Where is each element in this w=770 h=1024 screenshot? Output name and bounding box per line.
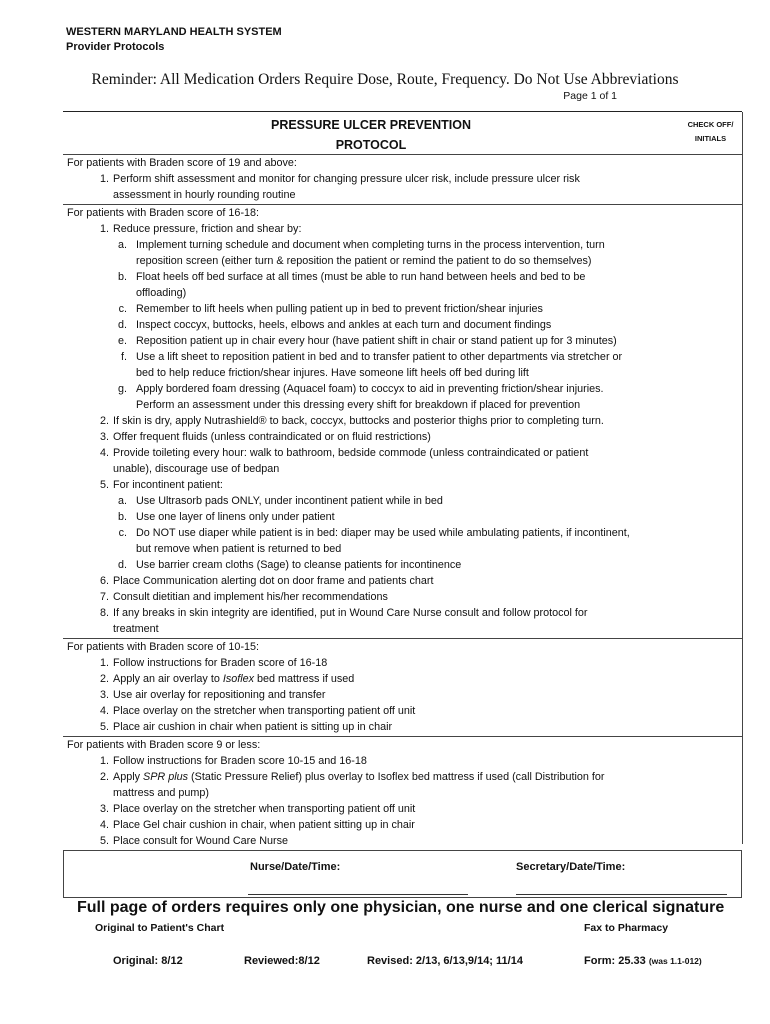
item-text-line: Follow instructions for Braden score 10-15 and 16-18	[113, 755, 367, 767]
item-number: 4.	[99, 819, 109, 831]
protocol-section	[63, 205, 742, 639]
item-number: 4.	[99, 705, 109, 717]
checkoff-header-line1: CHECK OFF/	[687, 120, 734, 129]
protocol-item	[63, 719, 673, 735]
item-text-line: Reduce pressure, friction and shear by:	[113, 223, 302, 235]
checkoff-header	[679, 118, 742, 146]
item-number: 5.	[99, 721, 109, 733]
section-heading: For patients with Braden score 9 or less:	[67, 739, 261, 751]
subitem-letter: e.	[117, 335, 127, 347]
protocol-item	[63, 817, 673, 833]
subitem-letter: g.	[117, 383, 127, 395]
subitem-text-line: Perform an assessment under this dressing every shift for breakdown if placed for prevention	[136, 399, 581, 411]
protocol-subitem	[63, 269, 674, 301]
item-text-line: unable), discourage use of bedpan	[113, 463, 280, 475]
item-text-line: Follow instructions for Braden score of 16-18	[113, 657, 328, 669]
section-heading: For patients with Braden score of 16-18:	[67, 207, 260, 219]
subitem-text-line: Float heels off bed surface at all times (must be able to run hand between heels and bed to be	[136, 271, 586, 283]
subitem-text-line: bed to help reduce friction/shear injures. Have someone lift heels off bed during lift	[136, 367, 529, 379]
protocol-item	[63, 171, 673, 203]
subitem-text-line: but remove when patient is returned to bed	[136, 543, 342, 555]
protocol-subitem	[63, 349, 674, 381]
original-date: Original: 8/12	[113, 955, 183, 967]
item-text-line: Offer frequent fluids (unless contraindicated or on fluid restrictions)	[113, 431, 431, 443]
page-number: Page 1 of 1	[563, 90, 617, 102]
item-text-line: Place Communication alerting dot on door frame and patients chart	[113, 575, 434, 587]
protocol-sections	[63, 155, 742, 850]
protocol-item	[63, 429, 673, 445]
item-text-line: Use air overlay for repositioning and transfer	[113, 689, 326, 701]
subitem-text-line: offloading)	[136, 287, 187, 299]
item-number: 5.	[99, 835, 109, 847]
protocol-section	[63, 737, 742, 850]
item-number: 8.	[99, 607, 109, 619]
item-number: 5.	[99, 479, 109, 491]
protocol-table	[63, 111, 742, 850]
form-previous-id: (was 1.1-012)	[648, 956, 702, 966]
secretary-signature-label: Secretary/Date/Time:	[516, 861, 626, 873]
protocol-title-line1: PRESSURE ULCER PREVENTION	[270, 118, 472, 132]
protocol-subitem	[63, 525, 674, 557]
subitem-letter: c.	[118, 303, 127, 315]
org-header	[66, 25, 282, 55]
item-number: 3.	[99, 689, 109, 701]
nurse-signature-label: Nurse/Date/Time:	[250, 861, 341, 873]
subitem-letter: c.	[118, 527, 127, 539]
protocol-subitem	[63, 237, 674, 269]
protocol-header	[63, 112, 742, 155]
item-text-line: Place Gel chair cushion in chair, when patient sitting up in chair	[113, 819, 415, 831]
full-page-note: Full page of orders requires only one physician, one nurse and one clerical signature	[77, 899, 725, 916]
reviewed-date: Reviewed:8/12	[244, 955, 320, 967]
subitem-text-line: Use barrier cream cloths (Sage) to cleanse patients for incontinence	[136, 559, 462, 571]
item-number: 7.	[99, 591, 109, 603]
protocol-item	[63, 687, 673, 703]
item-number: 2.	[99, 771, 109, 783]
protocol-title	[63, 115, 679, 155]
item-number: 6.	[99, 575, 109, 587]
item-text-line: Consult dietitian and implement his/her recommendations	[113, 591, 388, 603]
protocol-item	[63, 605, 673, 637]
protocol-subitem	[63, 301, 674, 317]
item-text-line: Perform shift assessment and monitor for changing pressure ulcer risk, include pressure ulcer risk	[113, 173, 580, 185]
subitem-text-line: reposition screen (either turn & reposition the patient or remind the patient to do so themselves)	[136, 255, 592, 267]
subitem-text-line: Use Ultrasorb pads ONLY, under incontinent patient while in bed	[136, 495, 443, 507]
reminder-text: Reminder: All Medication Orders Require Dose, Route, Frequency. Do Not Use Abbreviations	[91, 71, 679, 88]
subitem-text-line: Inspect coccyx, buttocks, heels, elbows and ankles at each turn and document findings	[136, 319, 552, 331]
protocol-subitem	[63, 317, 674, 333]
protocol-item	[63, 753, 673, 769]
item-text-line: If skin is dry, apply Nutrashield® to back, coccyx, buttocks and posterior thighs prior to completing turn.	[113, 415, 604, 427]
protocol-title-line2: PROTOCOL	[335, 138, 407, 152]
section-heading: For patients with Braden score of 10-15:	[67, 641, 260, 653]
checkoff-header-line2: INITIALS	[694, 134, 727, 143]
subitem-letter: b.	[117, 271, 127, 283]
protocol-item	[63, 573, 673, 589]
protocol-subitem	[63, 557, 674, 573]
revised-dates: Revised: 2/13, 6/13,9/14; 11/14	[367, 955, 523, 967]
item-text-line: Apply an air overlay to Isoflex bed mattress if used	[113, 673, 355, 685]
form-number	[584, 955, 702, 967]
subitem-letter: d.	[117, 559, 127, 571]
subitem-letter: b.	[117, 511, 127, 523]
protocol-item	[63, 703, 673, 719]
subitem-text-line: Remember to lift heels when pulling patient up in bed to prevent friction/shear injuries	[136, 303, 543, 315]
secretary-signature-line[interactable]	[516, 894, 727, 895]
section-heading: For patients with Braden score of 19 and above:	[67, 157, 297, 169]
protocol-subitem	[63, 493, 674, 509]
signature-box	[63, 850, 742, 898]
form-id: Form: 25.33	[584, 955, 646, 967]
protocol-item	[63, 445, 673, 477]
fax-to-pharmacy: Fax to Pharmacy	[584, 922, 669, 934]
protocol-subitem	[63, 381, 674, 413]
protocol-item	[63, 833, 673, 849]
subitem-letter: a.	[117, 495, 127, 507]
protocol-item	[63, 477, 673, 493]
protocol-item	[63, 655, 673, 671]
item-number: 1.	[99, 173, 109, 185]
protocol-section	[63, 155, 742, 205]
item-number: 3.	[99, 431, 109, 443]
item-number: 3.	[99, 803, 109, 815]
protocol-section	[63, 639, 742, 737]
subitem-text-line: Reposition patient up in chair every hour (have patient shift in chair or stand patient up for 3 minutes)	[136, 335, 617, 347]
protocol-item	[63, 589, 673, 605]
item-text-line: treatment	[113, 623, 159, 635]
item-text-line: Place overlay on the stretcher when transporting patient off unit	[113, 705, 416, 717]
item-number: 1.	[99, 657, 109, 669]
item-text-line: assessment in hourly rounding routine	[113, 189, 296, 201]
subitem-letter: d.	[117, 319, 127, 331]
item-number: 4.	[99, 447, 109, 459]
subitem-letter: a.	[117, 239, 127, 251]
protocol-item	[63, 769, 673, 801]
subitem-text-line: Use a lift sheet to reposition patient in bed and to transfer patient to other departments via stretcher or	[136, 351, 623, 363]
original-to-chart: Original to Patient's Chart	[95, 922, 225, 934]
protocol-item	[63, 801, 673, 817]
item-number: 2.	[99, 415, 109, 427]
subitem-text-line: Apply bordered foam dressing (Aquacel foam) to coccyx to aid in preventing friction/shear injuries.	[136, 383, 604, 395]
item-number: 2.	[99, 673, 109, 685]
subitem-text-line: Use one layer of linens only under patient	[136, 511, 335, 523]
protocol-item	[63, 221, 673, 237]
item-text-line: Place air cushion in chair when patient is sitting up in chair	[113, 721, 393, 733]
item-number: 1.	[99, 755, 109, 767]
item-text-line: Provide toileting every hour: walk to bathroom, bedside commode (unless contraindicated or patient	[113, 447, 589, 459]
item-text-line: Place consult for Wound Care Nurse	[113, 835, 289, 847]
org-name: WESTERN MARYLAND HEALTH SYSTEM	[66, 26, 282, 38]
item-text-line: For incontinent patient:	[113, 479, 223, 491]
subitem-text-line: Implement turning schedule and document when completing turns in the process intervention, turn	[136, 239, 605, 251]
protocol-subitem	[63, 333, 674, 349]
subitem-letter: f.	[121, 351, 127, 363]
subitem-text-line: Do NOT use diaper while patient is in bed: diaper may be used while ambulating patients, if incontinent,	[136, 527, 630, 539]
nurse-signature-line[interactable]	[248, 894, 468, 895]
item-number: 1.	[99, 223, 109, 235]
item-text-line: mattress and pump)	[113, 787, 210, 799]
item-text-line: Apply SPR plus (Static Pressure Relief) plus overlay to Isoflex bed mattress if used (call Distribution for	[113, 771, 605, 783]
protocol-item	[63, 413, 673, 429]
item-text-line: If any breaks in skin integrity are identified, put in Wound Care Nurse consult and follow protocol for	[113, 607, 588, 619]
protocol-subitem	[63, 509, 674, 525]
item-text-line: Place overlay on the stretcher when transporting patient off unit	[113, 803, 416, 815]
org-subtitle: Provider Protocols	[66, 41, 165, 53]
protocol-item	[63, 671, 673, 687]
checkoff-column-divider	[742, 112, 743, 844]
